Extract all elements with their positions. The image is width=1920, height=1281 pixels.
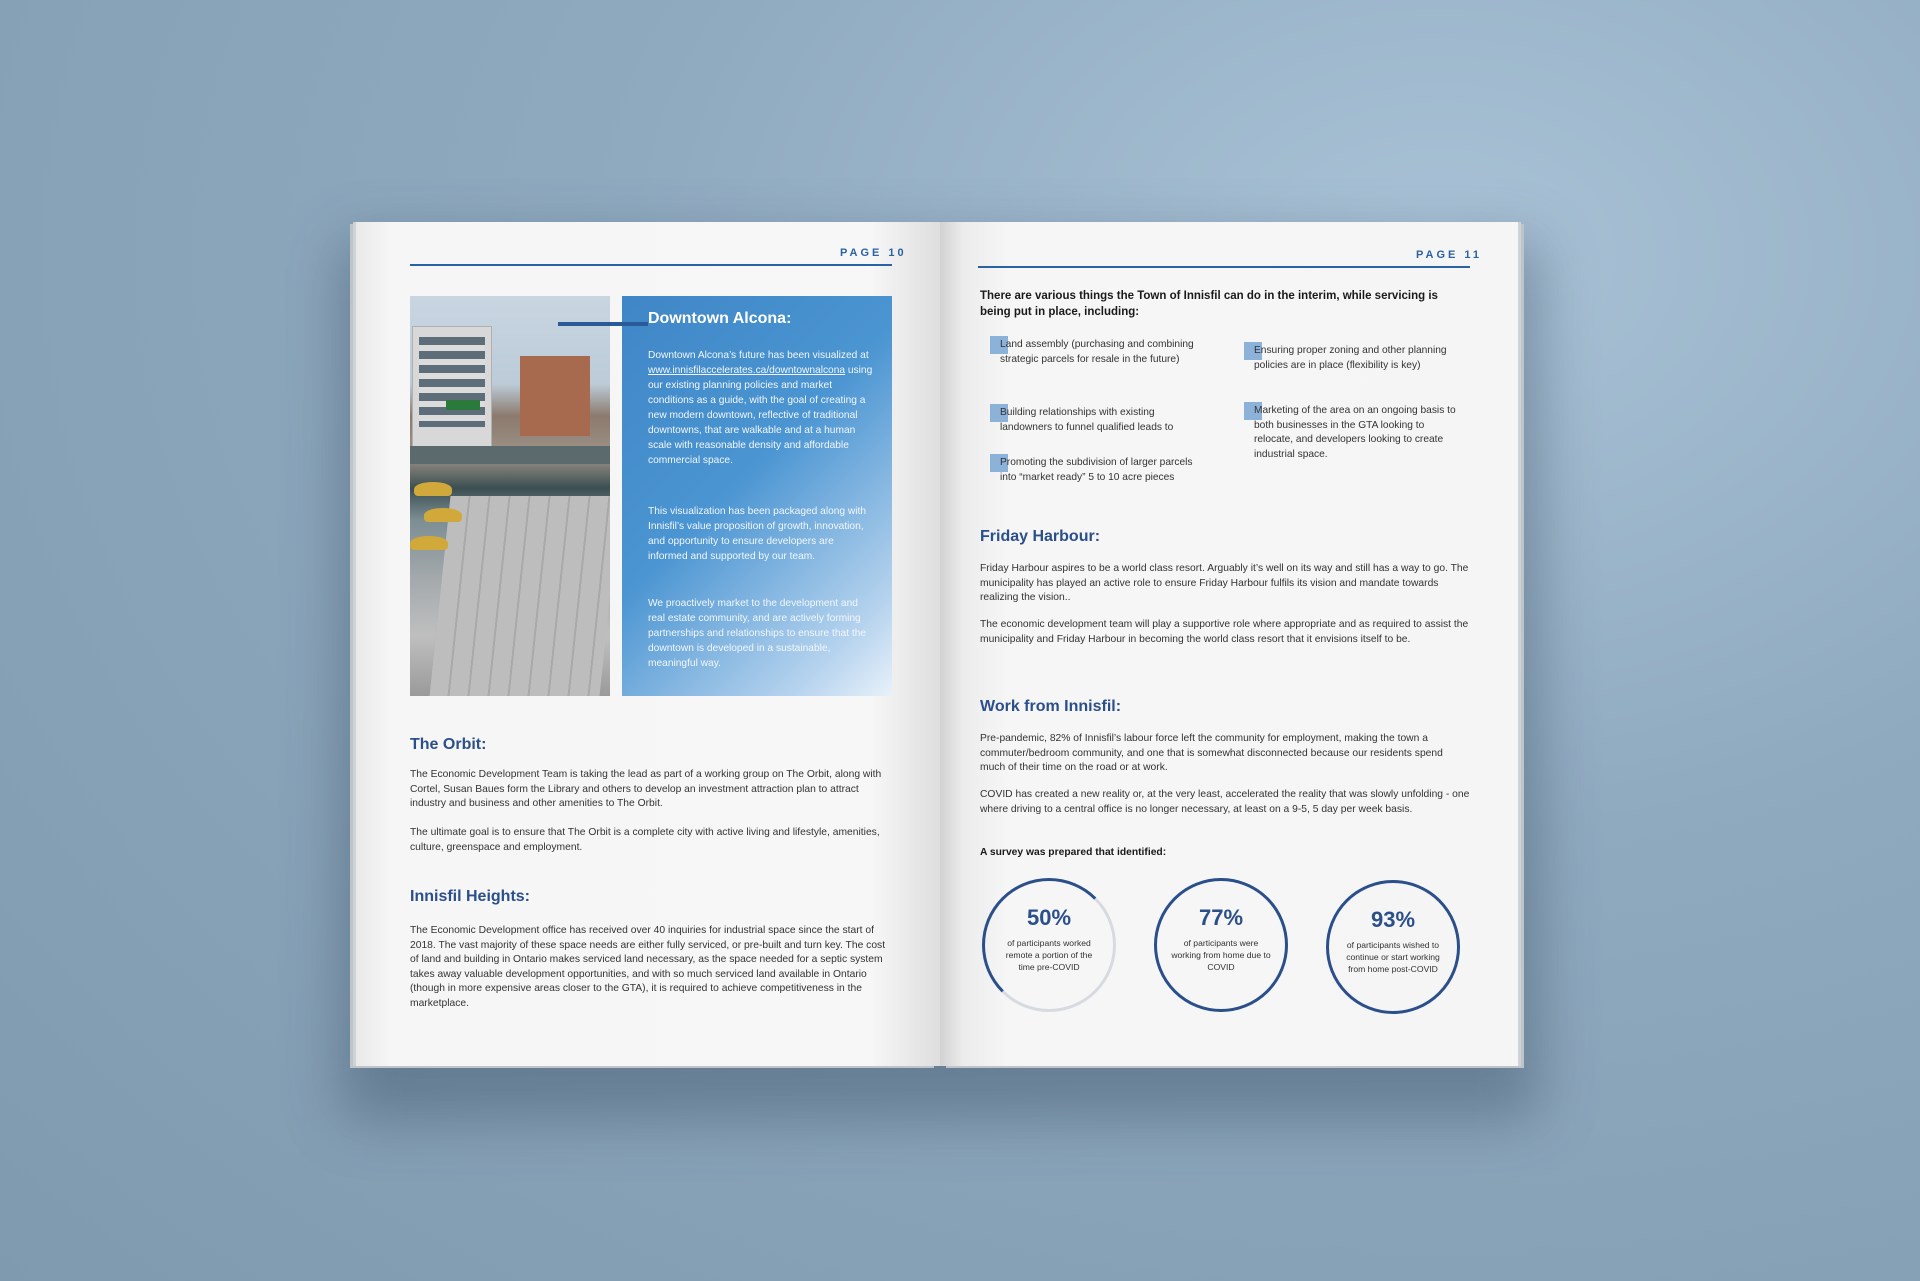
right-page xyxy=(940,222,1518,1066)
stat-description: of participants wished to continue or start working from home post-COVID xyxy=(1346,940,1440,974)
umbrella-graphic xyxy=(414,482,452,496)
left-page xyxy=(356,222,940,1066)
list-item: Land assembly (purchasing and combining strategic parcels for resale in the future) xyxy=(990,336,1200,367)
page-number: PAGE 10 xyxy=(840,247,907,259)
stat-circle xyxy=(1326,880,1460,1014)
building-graphic xyxy=(412,326,492,448)
work-paragraph-2: COVID has created a new reality or, at the very least, accelerated the reality that was slowly unfolding - one where driving to a central office is no longer necessary, at least on a 9-5, 5 day per week basis. xyxy=(980,789,1470,815)
downtown-paragraph-1: Downtown Alcona’s future has been visualized at www.innisfilaccelerates.ca/downtownalcona using our existing planning policies and market conditions as a guide, with the goal of creating a new modern downtown, reflective of traditional downtowns, that are walkable and at a human scale with reasonable density and affordable commercial space. xyxy=(648,350,873,466)
survey-label: A survey was prepared that identified: xyxy=(980,847,1167,858)
stat-value: 93% xyxy=(1370,907,1416,932)
downtown-alcona-title: Downtown Alcona: xyxy=(648,310,792,327)
friday-harbour-paragraph-1: Friday Harbour aspires to be a world class resort. Arguably it’s well on its way and still has a way to go. The municipality has played an active role to ensure Friday Harbour fulfils its vision and mandate towards realizing the vision.. xyxy=(980,563,1469,603)
stat-description: of participants worked remote a portion of the time pre-COVID xyxy=(1005,938,1093,972)
downtown-rendering-image xyxy=(410,296,610,696)
list-item: Ensuring proper zoning and other planning policies are in place (flexibility is key) xyxy=(1244,342,1460,373)
orbit-paragraph-2: The ultimate goal is to ensure that The Orbit is a complete city with active living and lifestyle, amenities, culture, greenspace and employment. xyxy=(410,827,880,853)
title-accent-bar xyxy=(558,322,648,326)
orbit-title: The Orbit: xyxy=(410,736,487,753)
downtown-link[interactable]: www.innisfilaccelerates.ca/downtownalcona xyxy=(648,365,846,376)
interim-intro: There are various things the Town of Innisfil can do in the interim, while servicing is being put in place, including: xyxy=(980,290,1438,318)
downtown-paragraph-3: We proactively market to the development and real estate community, and are actively forming partnerships and relationships to ensure that the downtown is developed in a sustainable, meaningful way. xyxy=(648,598,867,669)
stat-value: 77% xyxy=(1198,905,1244,930)
stat-circle xyxy=(1154,878,1288,1012)
list-item: Promoting the subdivision of larger parcels into “market ready” 5 to 10 acre pieces xyxy=(990,454,1200,485)
list-item: Building relationships with existing landowners to funnel qualified leads to xyxy=(990,404,1200,435)
list-item: Marketing of the area on an ongoing basis to both businesses in the GTA looking to relocate, and developers looking to create industrial space. xyxy=(1244,402,1460,462)
street-graphic xyxy=(410,446,610,464)
work-from-innisfil-title: Work from Innisfil: xyxy=(980,698,1122,715)
stat-value: 50% xyxy=(1026,905,1072,930)
friday-harbour-title: Friday Harbour: xyxy=(980,528,1101,545)
orbit-paragraph-1: The Economic Development Team is taking the lead as part of a working group on The Orbit, along with Cortel, Susan Baues form the Library and others to develop an investment attraction plan to attract industry and business and other amenities to The Orbit. xyxy=(410,769,882,809)
downtown-alcona-panel xyxy=(622,296,892,696)
umbrella-graphic xyxy=(424,508,462,522)
work-paragraph-1: Pre-pandemic, 82% of Innisfil’s labour force left the community for employment, making the town a commuter/bedroom community, and one that is somewhat disconnected because our residents spend much of their time on the road or at work. xyxy=(980,733,1443,773)
innisfil-heights-title: Innisfil Heights: xyxy=(410,888,530,905)
header-rule xyxy=(978,266,1470,268)
downtown-paragraph-2: This visualization has been packaged along with Innisfil’s value proposition of growth, innovation, and opportunity to ensure developers are informed and supported by our team. xyxy=(648,506,867,562)
page-number: PAGE 11 xyxy=(1416,249,1483,261)
stat-description: of participants were working from home due to COVID xyxy=(1171,938,1271,972)
innisfil-heights-paragraph: The Economic Development office has received over 40 inquiries for industrial space since the start of 2018. The vast majority of these space needs are either fully serviced, or pre-built and turn key. The cost of land and building in Ontario makes serviced land necessary, as the space needed for a septic system takes away valuable development opportunities, and with so much serviced land available in Ontario (though in more expensive areas closer to the GTA), it is required to achieve competitiveness in the marketplace. xyxy=(410,925,886,1009)
storefront-sign xyxy=(446,400,480,410)
umbrella-graphic xyxy=(410,536,448,550)
header-rule xyxy=(410,264,892,266)
plaza-paving-graphic xyxy=(429,496,610,696)
building-graphic xyxy=(520,356,590,436)
stat-circle xyxy=(982,878,1116,1012)
friday-harbour-paragraph-2: The economic development team will play a supportive role where appropriate and as required to assist the municipality and Friday Harbour in becoming the world class resort that it envisions itself to be. xyxy=(980,619,1469,645)
